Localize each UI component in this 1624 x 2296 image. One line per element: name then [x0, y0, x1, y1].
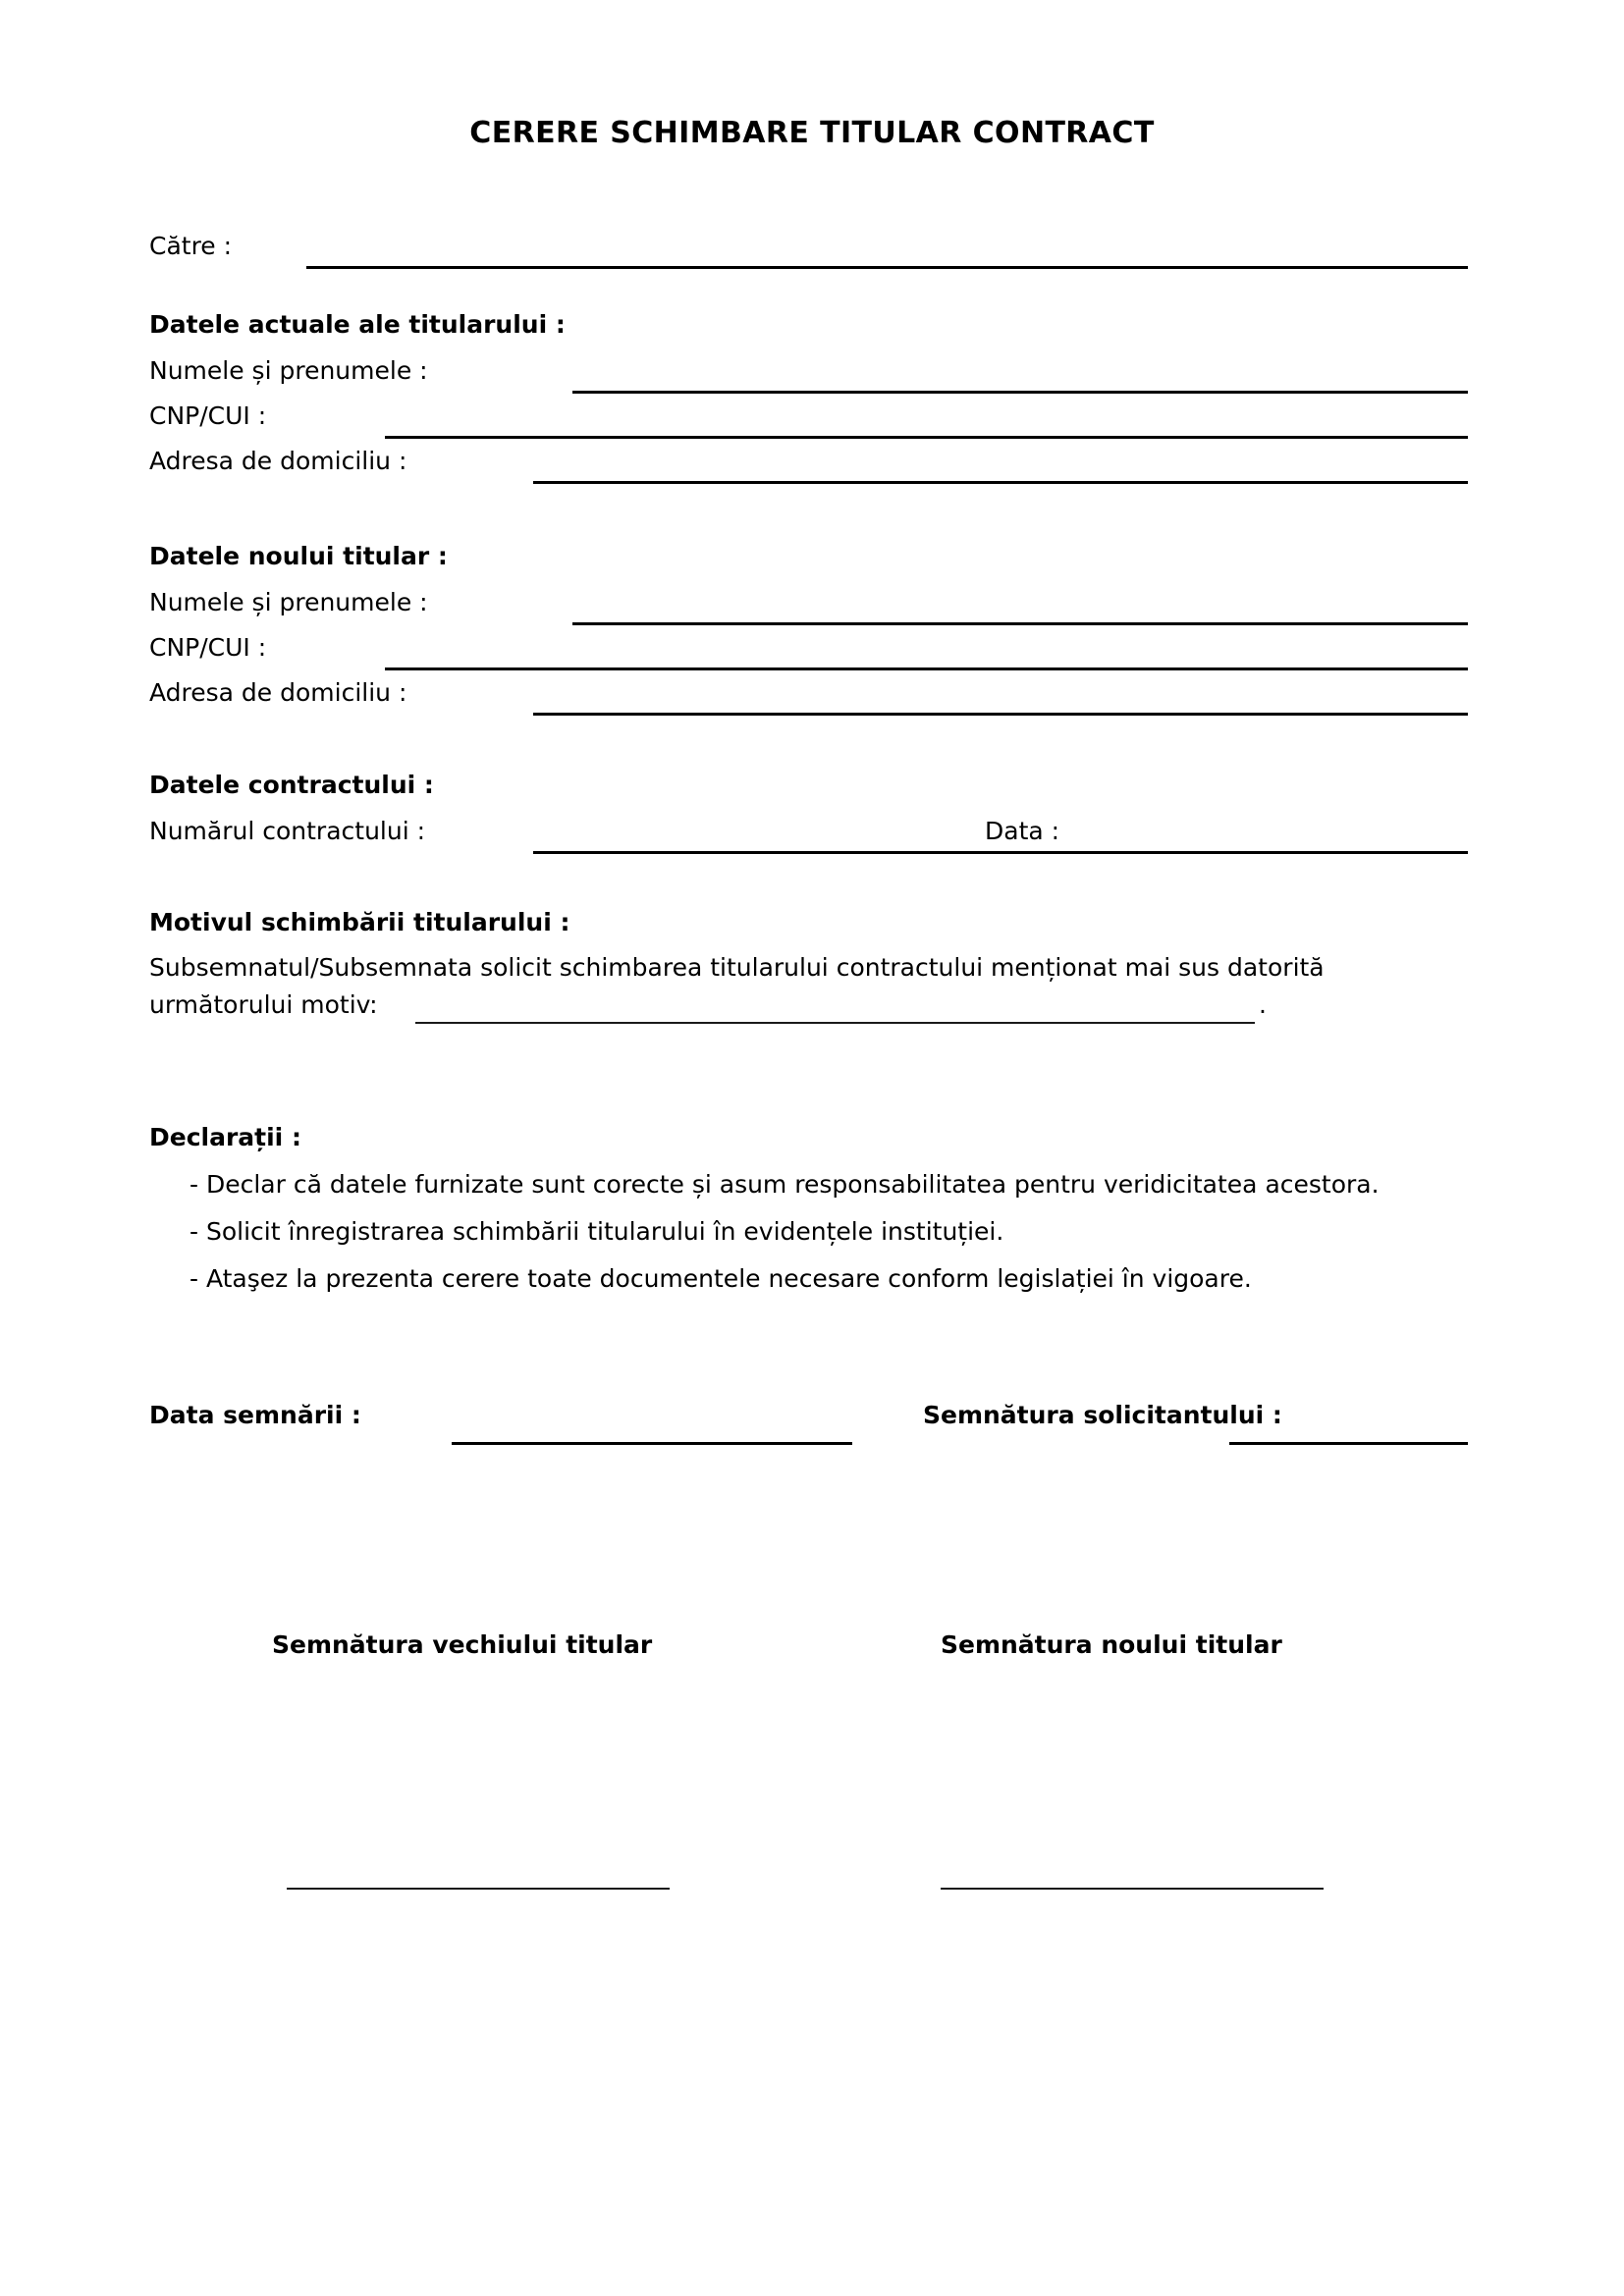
- old-holder-signature-label: Semnătura vechiului titular: [272, 1630, 653, 1659]
- page-title: CERERE SCHIMBARE TITULAR CONTRACT: [469, 116, 1155, 150]
- contract-heading: Datele contractului :: [149, 771, 434, 799]
- contract-number-date-fill-line[interactable]: [533, 851, 1468, 854]
- reason-paragraph-suffix: .: [1259, 990, 1267, 1019]
- declaration-item: - Declar că datele furnizate sunt corecte și asum responsabilitatea pentru veridicitatea acestora.: [189, 1170, 1380, 1199]
- new-holder-signature-label: Semnătura noului titular: [941, 1630, 1282, 1659]
- declaration-item: - Solicit înregistrarea schimbării titularului în evidențele instituției.: [189, 1217, 1004, 1246]
- contract-number-label: Numărul contractului :: [149, 817, 426, 845]
- reason-paragraph-prefix: următorului motiv:: [149, 990, 378, 1019]
- new-holder-name-fill-line[interactable]: [572, 622, 1468, 625]
- current-holder-address-fill-line[interactable]: [533, 481, 1468, 484]
- reason-paragraph-line-1: Subsemnatul/Subsemnata solicit schimbarea titularului contractului menționat mai sus datorită: [149, 953, 1325, 982]
- current-holder-address-label: Adresa de domiciliu :: [149, 447, 407, 475]
- reason-paragraph-line-2: [149, 987, 378, 1024]
- declarations-heading: Declarații :: [149, 1123, 301, 1151]
- addressee-fill-line[interactable]: [306, 266, 1468, 269]
- current-holder-cnp-fill-line[interactable]: [385, 436, 1468, 439]
- new-holder-address-label: Adresa de domiciliu :: [149, 678, 407, 707]
- signing-date-fill-line[interactable]: [452, 1442, 852, 1445]
- new-holder-cnp-label: CNP/CUI :: [149, 633, 267, 662]
- new-holder-heading: Datele noului titular :: [149, 542, 448, 570]
- new-holder-address-fill-line[interactable]: [533, 713, 1468, 716]
- signing-date-label: Data semnării :: [149, 1401, 361, 1429]
- new-holder-signature-line[interactable]: [941, 1888, 1324, 1890]
- current-holder-name-label: Numele și prenumele :: [149, 356, 428, 385]
- current-holder-heading: Datele actuale ale titularului :: [149, 310, 566, 339]
- contract-date-label: Data :: [985, 817, 1060, 845]
- old-holder-signature-line[interactable]: [287, 1888, 670, 1890]
- new-holder-cnp-fill-line[interactable]: [385, 667, 1468, 670]
- declaration-item: - Ataşez la prezenta cerere toate documentele necesare conform legislației în vigoare.: [189, 1264, 1252, 1293]
- reason-fill-line[interactable]: [415, 1022, 1255, 1024]
- applicant-signature-label: Semnătura solicitantului :: [923, 1401, 1282, 1429]
- addressee-label: Către :: [149, 232, 233, 260]
- applicant-signature-fill-line[interactable]: [1229, 1442, 1468, 1445]
- reason-heading: Motivul schimbării titularului :: [149, 908, 570, 936]
- new-holder-name-label: Numele și prenumele :: [149, 588, 428, 616]
- current-holder-cnp-label: CNP/CUI :: [149, 401, 267, 430]
- current-holder-name-fill-line[interactable]: [572, 391, 1468, 394]
